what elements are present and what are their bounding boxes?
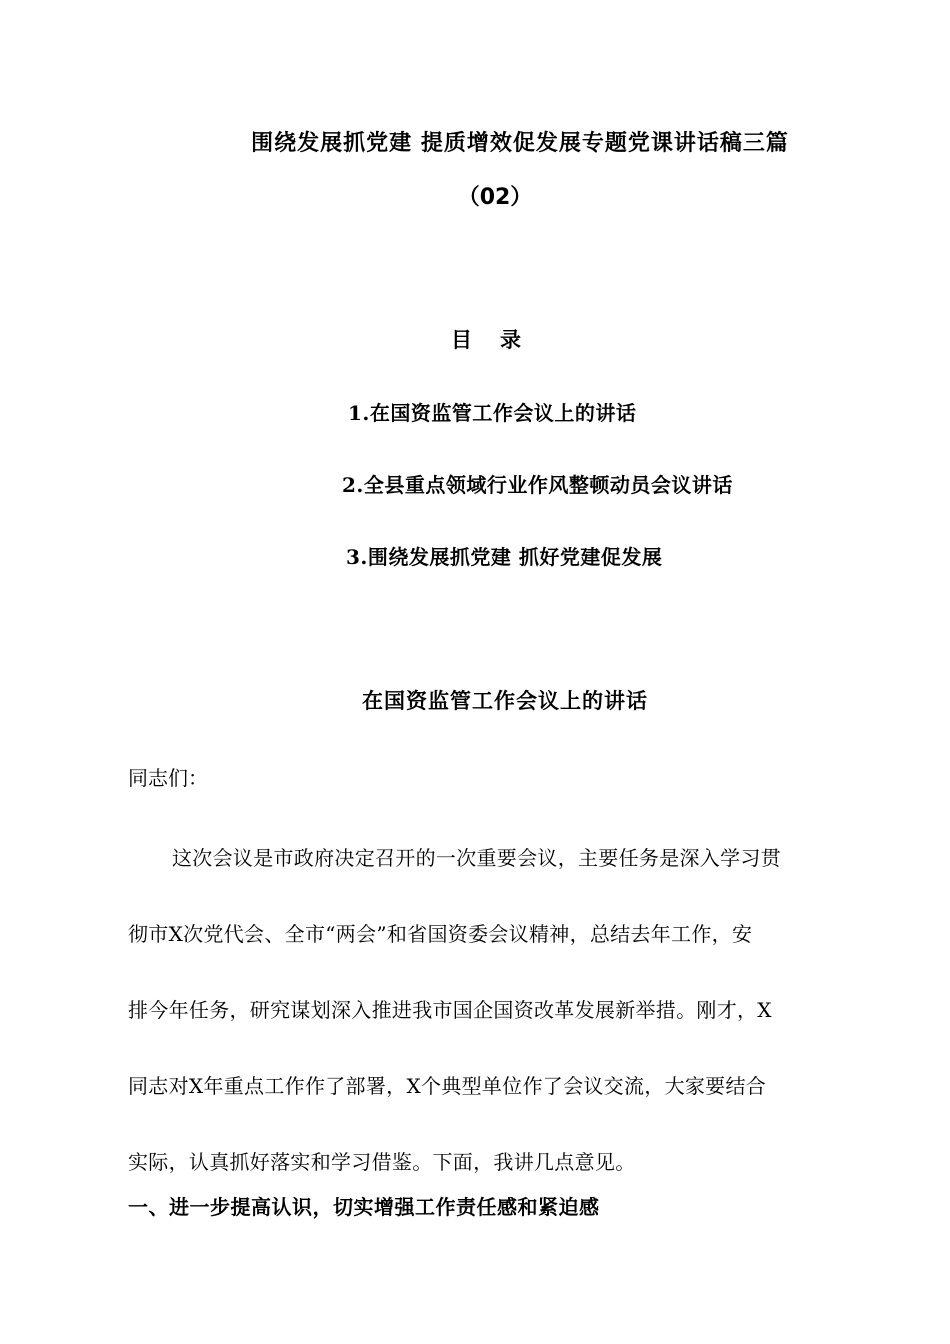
paragraph-line: 实际，认真抓好落实和学习借鉴。下面，我讲几点意见。 [128,1150,636,1174]
document-title-line2: （02） [457,185,533,210]
toc-item-2: 2.全县重点领域行业作风整顿动员会议讲话 [342,473,733,497]
paragraph-line: 彻市X次党代会、全市“两会”和省国资委会议精神，总结去年工作，安 [128,922,753,946]
toc-heading: 目录 [451,327,549,352]
section-heading-1: 一、进一步提高认识，切实增强工作责任感和紧迫感 [128,1195,600,1219]
document-title-line1: 围绕发展抓党建 提质增效促发展专题党课讲话稿三篇 [251,131,789,156]
paragraph-line: 排今年任务，研究谋划深入推进我市国企国资改革发展新举措。刚才，X [128,998,772,1022]
salutation: 同志们： [128,766,208,790]
paragraph-line: 同志对X年重点工作作了部署，X个典型单位作了会议交流，大家要结合 [128,1074,767,1098]
paragraph-line: 这次会议是市政府决定召开的一次重要会议，主要任务是深入学习贯 [172,846,781,870]
toc-item-1: 1.在国资监管工作会议上的讲话 [348,401,637,425]
toc-item-3: 3.围绕发展抓党建 抓好党建促发展 [346,545,663,569]
section-title: 在国资监管工作会议上的讲话 [362,688,648,713]
body-paragraph [128,820,848,1200]
